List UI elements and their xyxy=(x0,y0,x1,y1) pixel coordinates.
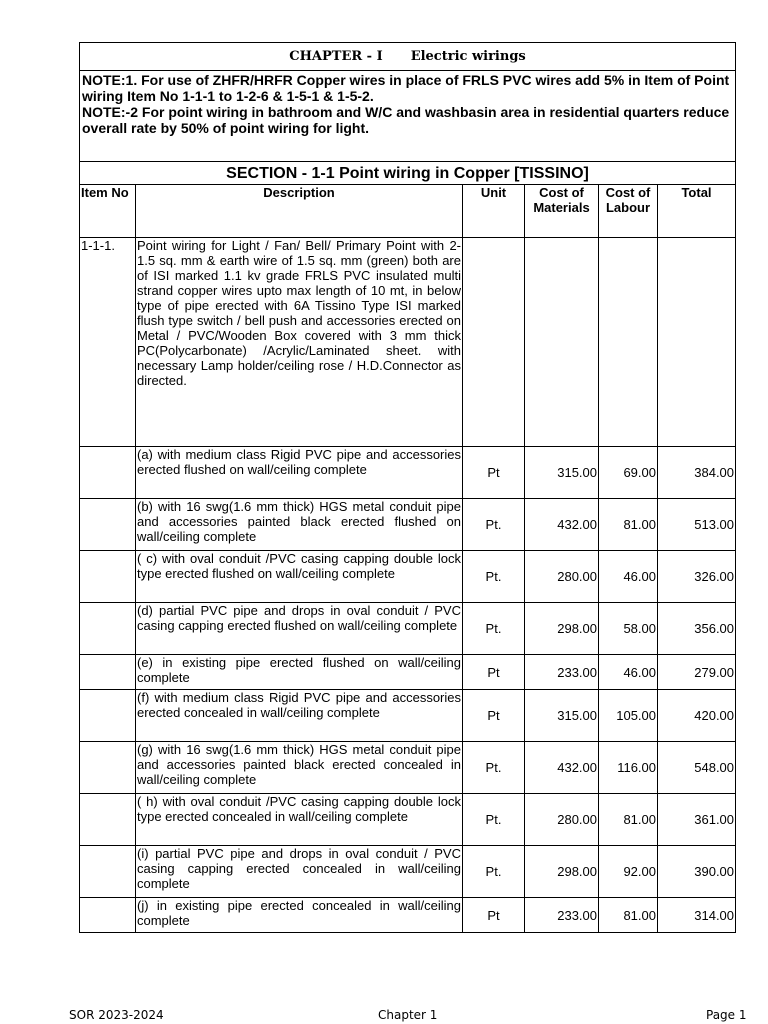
header-cost-labour: Cost of Labour xyxy=(599,185,658,238)
table-row xyxy=(80,898,736,933)
row-cost-labour: 81.00 xyxy=(599,898,658,933)
item-no-cell xyxy=(80,742,136,794)
row-cost-labour: 46.00 xyxy=(599,655,658,690)
table-row xyxy=(80,447,736,499)
row-description: (d) partial PVC pipe and drops in oval conduit / PVC casing capping erected flushed on wall/ceiling complete xyxy=(136,603,463,655)
chapter-name: Electric wirings xyxy=(410,49,526,64)
row-unit: Pt. xyxy=(463,742,525,794)
row-description: ( c) with oval conduit /PVC casing capping double lock type erected flushed on wall/ceiling complete xyxy=(136,551,463,603)
row-cost-labour: 105.00 xyxy=(599,690,658,742)
main-item-materials xyxy=(525,238,599,447)
chapter-label: CHAPTER - I xyxy=(289,49,383,64)
row-unit: Pt. xyxy=(463,603,525,655)
main-item-row xyxy=(80,238,736,447)
item-no-cell xyxy=(80,898,136,933)
row-cost-materials: 280.00 xyxy=(525,794,599,846)
row-description: (e) in existing pipe erected flushed on wall/ceiling complete xyxy=(136,655,463,690)
row-description: ( h) with oval conduit /PVC casing capping double lock type erected concealed in wall/ceiling complete xyxy=(136,794,463,846)
item-no-cell xyxy=(80,690,136,742)
table-row xyxy=(80,499,736,551)
main-item-unit xyxy=(463,238,525,447)
row-cost-materials: 233.00 xyxy=(525,898,599,933)
table-row xyxy=(80,690,736,742)
row-cost-labour: 81.00 xyxy=(599,499,658,551)
footer-center: Chapter 1 xyxy=(378,1008,438,1022)
main-item-description: Point wiring for Light / Fan/ Bell/ Primary Point with 2-1.5 sq. mm & earth wire of 1.5 sq. mm (green) both are of ISI marked 1.1 kv grade FRLS PVC insulated multi strand copper wires upto max length of 10 mt, in below type of pipe erected with 6A Tissino Type ISI marked flush type switch / bell push and accessories erected on Metal / PVC/Wooden Box covered with 3 mm thick PC(Polycarbonate) /Acrylic/Laminated sheet. with necessary Lamp holder/ceiling rose / H.D.Connector as directed. xyxy=(136,238,463,447)
row-cost-labour: 58.00 xyxy=(599,603,658,655)
row-total: 361.00 xyxy=(658,794,736,846)
item-no-cell xyxy=(80,551,136,603)
table-row xyxy=(80,742,736,794)
row-unit: Pt. xyxy=(463,499,525,551)
row-unit: Pt xyxy=(463,447,525,499)
row-total: 314.00 xyxy=(658,898,736,933)
row-unit: Pt. xyxy=(463,794,525,846)
header-description: Description xyxy=(136,185,463,238)
row-total: 420.00 xyxy=(658,690,736,742)
row-cost-materials: 315.00 xyxy=(525,690,599,742)
row-cost-labour: 116.00 xyxy=(599,742,658,794)
row-total: 390.00 xyxy=(658,846,736,898)
notes-block xyxy=(80,71,736,162)
row-unit: Pt xyxy=(463,690,525,742)
row-cost-labour: 81.00 xyxy=(599,794,658,846)
row-description: (b) with 16 swg(1.6 mm thick) HGS metal conduit pipe and accessories painted black erected flushed on wall/ceiling complete xyxy=(136,499,463,551)
row-total: 326.00 xyxy=(658,551,736,603)
header-total: Total xyxy=(658,185,736,238)
section-heading: SECTION - 1-1 Point wiring in Copper [TISSINO] xyxy=(80,162,736,185)
table-row xyxy=(80,655,736,690)
rate-table xyxy=(79,42,736,933)
row-cost-materials: 432.00 xyxy=(525,499,599,551)
footer-left: SOR 2023-2024 xyxy=(69,1008,164,1022)
header-unit: Unit xyxy=(463,185,525,238)
row-total: 513.00 xyxy=(658,499,736,551)
main-item-number: 1-1-1. xyxy=(80,238,136,447)
main-item-total xyxy=(658,238,736,447)
header-item-no: Item No xyxy=(80,185,136,238)
row-unit: Pt xyxy=(463,898,525,933)
main-item-labour xyxy=(599,238,658,447)
row-description: (i) partial PVC pipe and drops in oval conduit / PVC casing capping erected concealed in wall/ceiling complete xyxy=(136,846,463,898)
row-cost-materials: 298.00 xyxy=(525,603,599,655)
row-cost-materials: 315.00 xyxy=(525,447,599,499)
table-row xyxy=(80,846,736,898)
row-description: (a) with medium class Rigid PVC pipe and accessories erected flushed on wall/ceiling complete xyxy=(136,447,463,499)
footer-right: Page 1 xyxy=(706,1008,747,1022)
item-no-cell xyxy=(80,499,136,551)
table-header-row xyxy=(80,185,736,238)
item-no-cell xyxy=(80,794,136,846)
row-cost-labour: 46.00 xyxy=(599,551,658,603)
row-cost-labour: 69.00 xyxy=(599,447,658,499)
note-1: NOTE:1. For use of ZHFR/HRFR Copper wires in place of FRLS PVC wires add 5% in Item of Point wiring Item No 1-1-1 to 1-2-6 & 1-5-1 & 1-5-2. xyxy=(82,72,730,104)
row-cost-materials: 432.00 xyxy=(525,742,599,794)
row-total: 356.00 xyxy=(658,603,736,655)
chapter-title xyxy=(80,43,736,71)
row-cost-materials: 298.00 xyxy=(525,846,599,898)
row-total: 384.00 xyxy=(658,447,736,499)
row-description: (f) with medium class Rigid PVC pipe and accessories erected concealed in wall/ceiling complete xyxy=(136,690,463,742)
row-cost-materials: 280.00 xyxy=(525,551,599,603)
row-cost-materials: 233.00 xyxy=(525,655,599,690)
row-total: 548.00 xyxy=(658,742,736,794)
table-row xyxy=(80,551,736,603)
document-sheet xyxy=(79,42,735,933)
item-no-cell xyxy=(80,603,136,655)
item-no-cell xyxy=(80,846,136,898)
row-unit: Pt. xyxy=(463,846,525,898)
row-cost-labour: 92.00 xyxy=(599,846,658,898)
item-no-cell xyxy=(80,655,136,690)
table-row xyxy=(80,603,736,655)
header-cost-materials: Cost of Materials xyxy=(525,185,599,238)
item-no-cell xyxy=(80,447,136,499)
table-row xyxy=(80,794,736,846)
row-description: (j) in existing pipe erected concealed in wall/ceiling complete xyxy=(136,898,463,933)
row-unit: Pt. xyxy=(463,551,525,603)
row-total: 279.00 xyxy=(658,655,736,690)
row-description: (g) with 16 swg(1.6 mm thick) HGS metal conduit pipe and accessories painted black erected concealed in wall/ceiling complete xyxy=(136,742,463,794)
note-2: NOTE:-2 For point wiring in bathroom and W/C and washbasin area in residential quarters reduce overall rate by 50% of point wiring for light. xyxy=(82,104,730,136)
row-unit: Pt xyxy=(463,655,525,690)
